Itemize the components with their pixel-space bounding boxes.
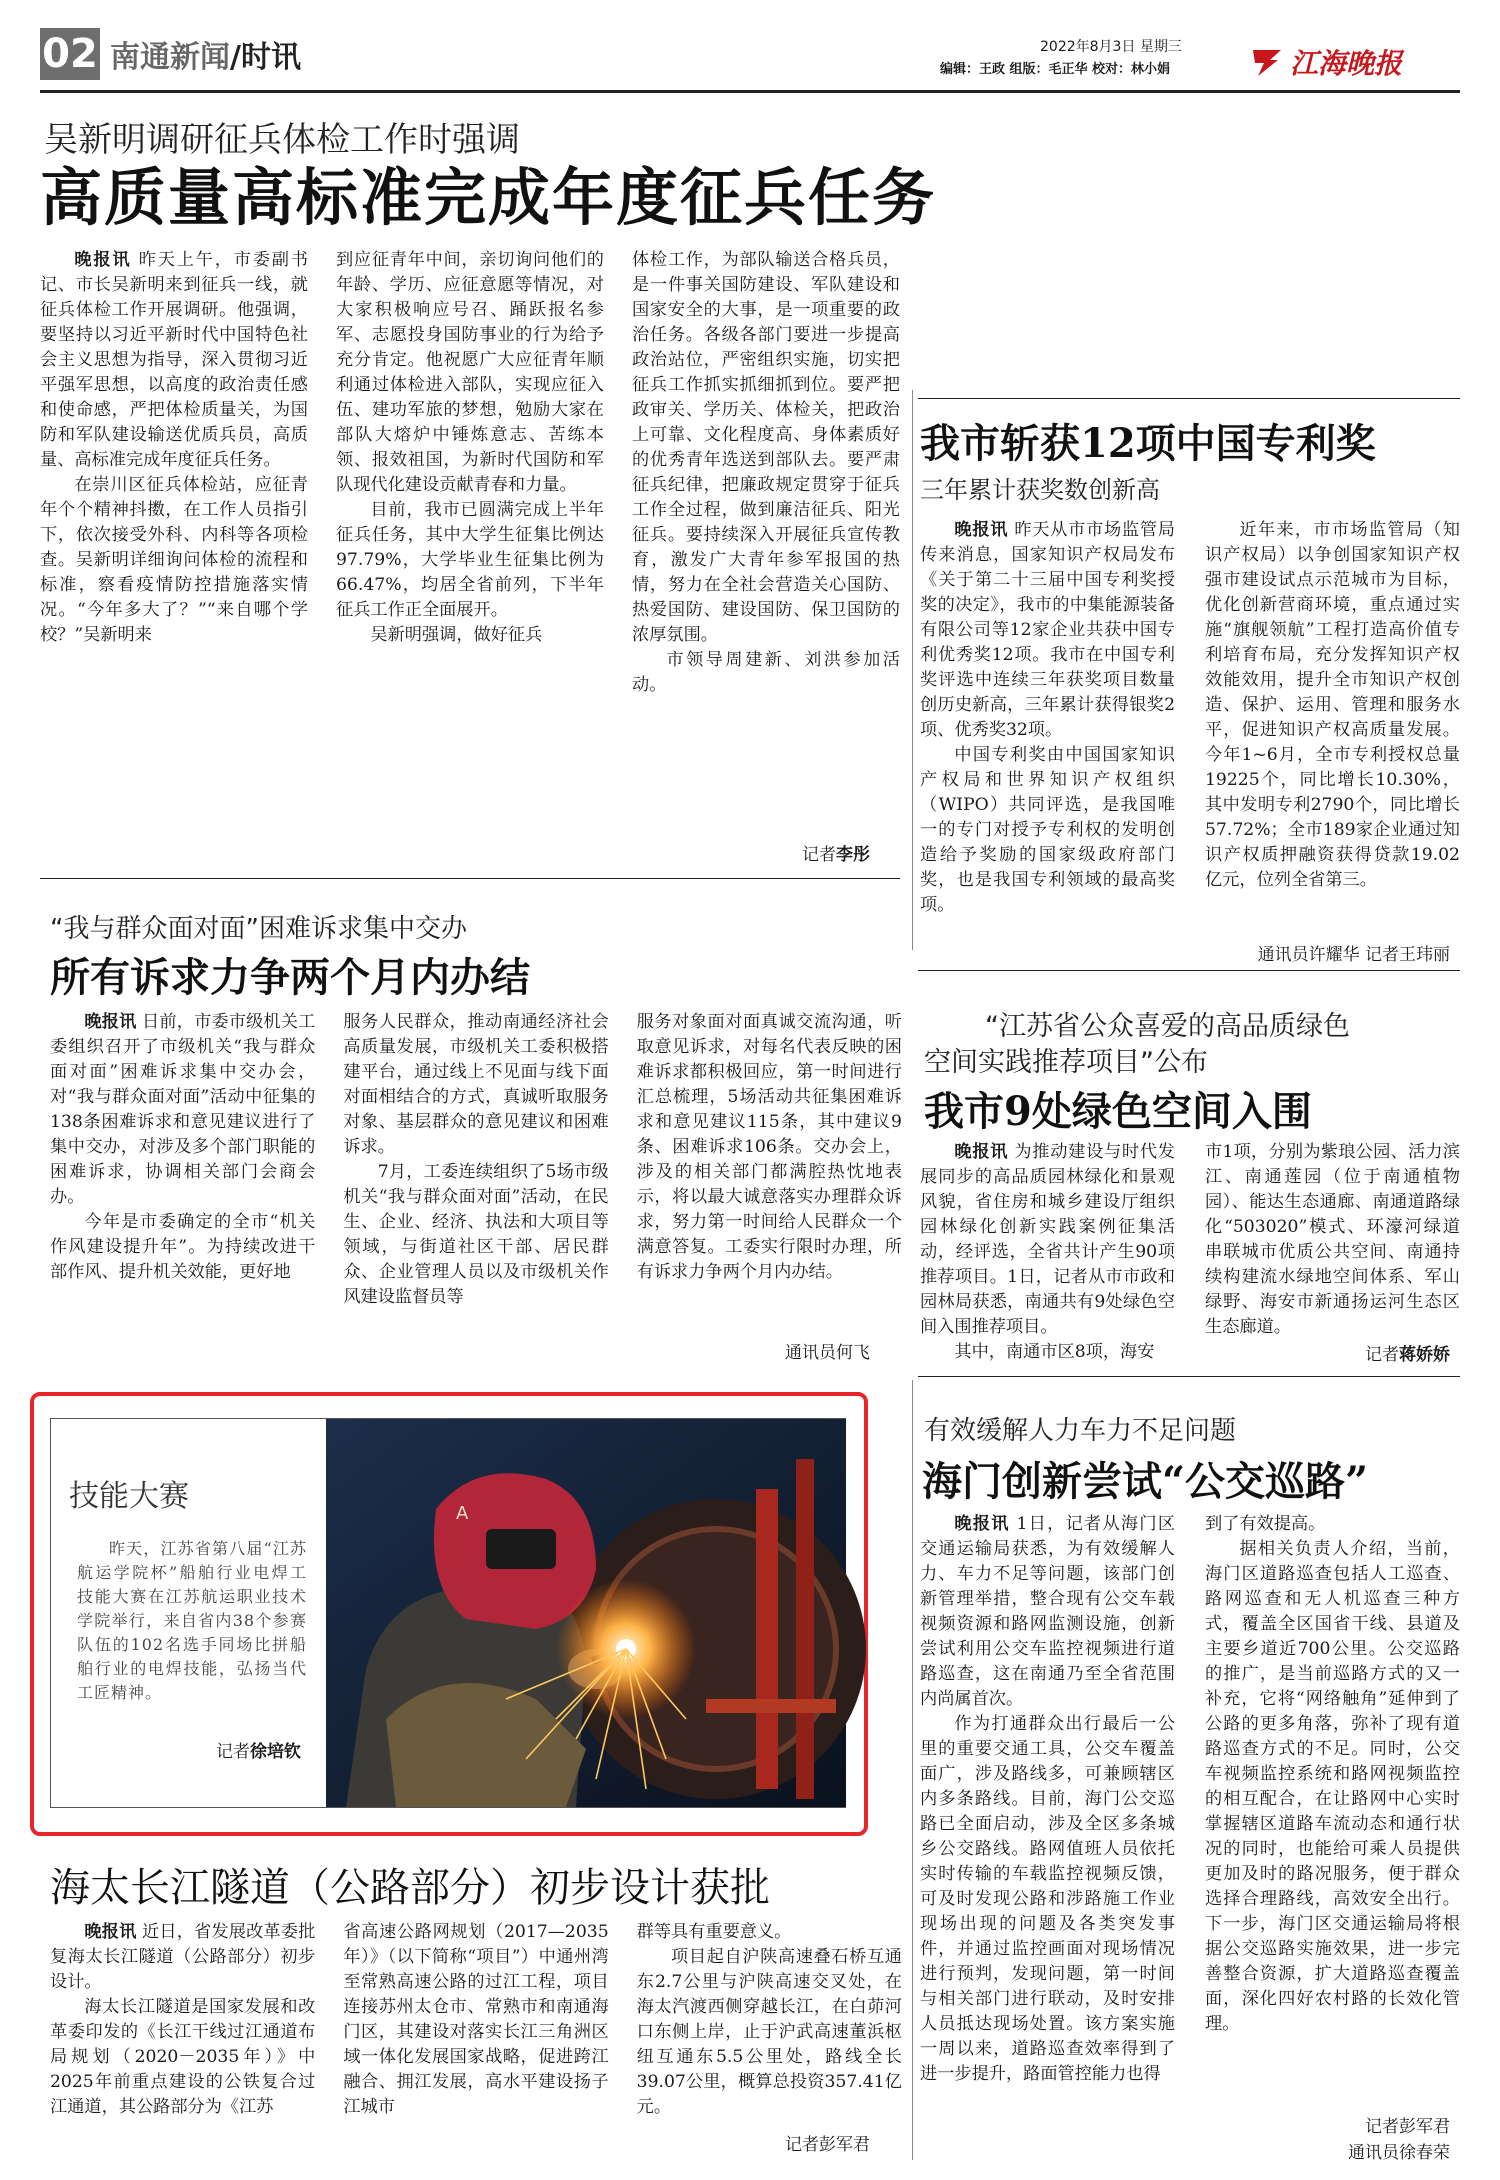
article6-col1 [50, 1920, 315, 2125]
article5-col1-text: 1日，记者从海门区交通运输局获悉，为有效缓解人力、车力不足等问题，该部门创新管理举措，整合现有公交车载视频资源和路网监测设施，创新尝试利用公交车监控视频进行道路巡查，这在南通乃至全省范围内尚属首次。 [920, 1514, 1176, 1709]
article1-lead: 晚报讯 [74, 250, 132, 270]
article4-col2-text: 市1项，分别为紫琅公园、活力滨江、南通莲园（位于南通植物园）、能达生态通廊、南通道路绿化“503020”模式、环濠河绿道串联城市优质公共空间、南通持续构建流水绿地空间体系、军山绿野、海安市新通扬运河生态区生态廊道。 [1205, 1142, 1460, 1337]
article3-col3-text: 服务对象面对面真诚交流沟通，听取意见诉求，对每名代表反映的困难诉求都积极回应，第一时间进行汇总梳理，5场活动共征集困难诉求和意见建议115条，其中建议9条、困难诉求106条。交办会上，涉及的相关部门都满腔热忱地表示，将以最大诚意落实办理群众诉求，努力第一时间给人民群众一个满意答复。工委实行限时办理，所有诉求力争两个月内办结。 [636, 1012, 902, 1282]
article4-col1 [920, 1140, 1175, 1365]
article2-byline: 通讯员许耀华 记者王玮丽 [1257, 945, 1450, 965]
article1-col3 [632, 248, 900, 866]
article1-byline [720, 840, 870, 865]
article3-col2-p2: 7月，工委连续组织了5场市级机关“我与群众面对面”活动，在民生、企业、经济、执法和大项目等领域，与街道社区干部、居民群众、企业管理人员以及市级机关作风建设监督员等 [343, 1162, 609, 1307]
article1-col3-p2: 市领导周建新、刘洪参加活动。 [632, 650, 900, 695]
article2-body [920, 518, 1460, 936]
article6-col2-text: 省高速公路网规划（2017—2035年）》（以下简称“项目”）中通州湾至常熟高速公路的过江工程，项目连接苏州太仓市、常熟市和南通海门区，其建设对落实长江三角洲区域一体化发展国家战略，促进跨江融合、拥江发展，高水平建设扬子江城市 [343, 1922, 609, 2117]
article1-col3-text: 体检工作，为部队输送合格兵员，是一件事关国防建设、军队建设和国家安全的大事，是一项重要的政治任务。各级各部门要进一步提高政治站位，严密组织实施，切实把征兵工作抓实抓细抓到位。要严把政审关、学历关、体检关，把政治上可靠、文化程度高、身体素质好的优秀青年选送到部队去。要严肃征兵纪律，把廉政规定贯穿于征兵工作全过程，做到廉洁征兵、阳光征兵。要持续深入开展征兵宣传教育，激发广大青年参军报国的热情，努力在全社会营造关心国防、热爱国防、建设国防、保卫国防的浓厚氛围。 [632, 250, 900, 645]
article5-kicker: 有效缓解人力车力不足问题 [924, 1416, 1237, 1446]
article2-col1 [920, 518, 1175, 936]
article2-col1-p2: 中国专利奖由中国国家知识产权局和世界知识产权组织（WIPO）共同评选，是我国唯一的专门对授予专利权的发明创造给予奖励的国家级政府部门奖，也是我国专利领域的最高奖项。 [920, 745, 1175, 915]
article6-byline: 记者彭军君 [785, 2135, 870, 2155]
article1-col2-p3: 吴新明强调，做好征兵 [370, 625, 543, 645]
photo-box [50, 1418, 846, 1808]
article5-byline2: 通讯员徐春荣 [1348, 2143, 1450, 2163]
article3-col3 [637, 1010, 902, 1335]
article2-col1-text: 昨天从市市场监管局传来消息，国家知识产权局发布《关于第二十三届中国专利奖授奖的决定》，我市的中集能源装备有限公司等12家企业共获中国专利优秀奖12项。我市在中国专利奖评选中连续三年获奖项目数量创历史新高，三年累计获得银奖2项、优秀奖32项。 [920, 520, 1175, 740]
byline-name: 蒋娇娇 [1399, 1345, 1450, 1365]
article1-col2 [336, 248, 604, 866]
article1-col1 [40, 248, 308, 866]
article1-kicker: 吴新明调研征兵体检工作时强调 [44, 120, 520, 160]
svg-text:A: A [456, 1503, 469, 1524]
page-number-box [40, 28, 100, 80]
article5-col1-p2: 作为打通群众出行最后一公里的重要交通工具，公交车覆盖面广，涉及路线多，可兼顾辖区内多条路线。目前，海门公交巡路已全面启动，涉及全区多条城乡公交路线。路网值班人员依托实时传输的车载监控视频反馈，可及时发现公路和涉路施工作业现场出现的问题及各类突发事件，并通过监控画面对现场情况进行预判，发现问题，第一时间与相关部门进行联动，及时安排人员抵达现场处置。该方案实施一周以来，道路巡查效率得到了进一步提升，路面管控能力也得 [920, 1714, 1175, 2084]
paper-logo [1250, 40, 1460, 84]
byline-name: 李彤 [836, 845, 870, 865]
article3-col1-text: 日前，市委市级机关工委组织召开了市级机关“我与群众面对面”困难诉求集中交办会，对“我与群众面对面”活动中征集的138条困难诉求和意见建议进行了集中交办，对涉及多个部门职能的困难诉求，协调相关部门会商会办。 [50, 1012, 316, 1207]
page-number: 02 [42, 31, 98, 77]
article1-col2-p2: 目前，我市已圆满完成上半年征兵任务，其中大学生征集比例达97.79%，大学毕业生征集比例为66.47%，均居全省前列，下半年征兵工作正全面展开。 [336, 500, 604, 620]
paper-name: 江海晚报 [1290, 47, 1403, 80]
article6-col1-text: 近日，省发展改革委批复海太长江隧道（公路部分）初步设计。 [50, 1922, 316, 1992]
article5-col2-p2: 据相关负责人介绍，当前，海门区道路巡查包括人工巡查、路网巡查和无人机巡查三种方式，覆盖全区国省干线、县道及主要乡道近700公里。公交巡路的推广，是当前巡路方式的又一补充，它将“网络触角”延伸到了公路的更多角落，弥补了现有道路巡查方式的不足。同时，公交车视频监控系统和路网视频监控的相互配合，在让路网中心实时掌握辖区道路车流动态和通行状况的同时，也能给可乘人员提供更加及时的路况服务，便于群众选择合理路线，高效安全出行。下一步，海门区交通运输局将根据公交巡路实施效果，进一步完善整合资源，扩大道路巡查覆盖面，深化四好农村路的长效化管理。 [1205, 1539, 1460, 2034]
photo-box-title: 技能大赛 [69, 1479, 189, 1514]
photo-box-text: 昨天，江苏省第八届“江苏航运学院杯”船舶行业电焊工技能大赛在江苏航运职业技术学院举行，来自省内38个参赛队伍的102名选手同场比拼船舶行业的电焊技能，弘扬当代工匠精神。 [77, 1539, 307, 1702]
article3-col2 [343, 1010, 608, 1335]
article1-col2-text: 到应征青年中间，亲切询问他们的年龄、学历、应征意愿等情况，对大家积极响应号召、踊跃报名参军、志愿投身国防事业的行为给予充分肯定。他祝愿广大应征青年顺利通过体检进入部队，实现应征入伍、建功军旅的梦想，勉励大家在部队大熔炉中锤炼意志、苦练本领、报效祖国，为新时代国防和军队现代化建设贡献青春和力量。 [336, 250, 604, 495]
article6-col1-p2: 海太长江隧道是国家发展和改革委印发的《长江干线过江通道布局规划（2020－2035年）》中2025年前重点建设的公铁复合过江通道，其公路部分为《江苏 [50, 1997, 316, 2117]
divider-a2-top [918, 398, 1460, 399]
date-line: 2022年8月3日 星期三 [1040, 39, 1182, 55]
article2-col2-text: 近年来，市市场监管局（知识产权局）以争创国家知识产权强市建设试点示范城市为目标，优化创新营商环境，重点通过实施“旗舰领航”工程打造高价值专利培育布局，充分发挥知识产权效能效用，提升全市知识产权创造、保护、运用、管理和服务水平，促进知识产权高质量发展。今年1~6月，全市专利授权总量19225个，同比增长10.30%，其中发明专利2790个，同比增长57.72%；全市189家企业通过知识产权质押融资获得贷款19.02亿元，位列全省第三。 [1205, 520, 1460, 890]
article5-byline1: 记者彭军君 [1365, 2117, 1450, 2137]
article5-body [920, 1512, 1460, 2112]
article1-col1-p2: 在崇川区征兵体检站，应征青年个个精神抖擞，在工作人员指引下，依次接受外科、内科等各项检查。吴新明详细询问体检的流程和标准，察看疫情防控措施落实情况。“今年多大了？”“来自哪个学校？”吴新明来 [40, 475, 308, 645]
byline-name: 徐培钦 [250, 1742, 301, 1762]
article6-col3-text: 群等具有重要意义。 [636, 1922, 792, 1942]
divider-a1-bottom [40, 878, 900, 879]
article2-headline: 我市斩获12项中国专利奖 [920, 420, 1376, 467]
article6-col2 [343, 1920, 608, 2125]
section-sub: /时讯 [230, 40, 301, 75]
article4-lead: 晚报讯 [954, 1142, 1009, 1162]
article5-col1 [920, 1512, 1175, 2112]
article5-col2 [1205, 1512, 1460, 2112]
article4-col1-text: 为推动建设与时代发展同步的高品质园林绿化和景观风貌，省住房和城乡建设厅组织园林绿化创新实践案例征集活动，经评选，全省共计产生90项推荐项目。1日，记者从市市政和园林局获悉，南通共有9处绿色空间入围推荐项目。 [920, 1142, 1175, 1337]
article3-kicker: “我与群众面对面”困难诉求集中交办 [50, 914, 467, 944]
divider-a4-bottom [918, 1376, 1460, 1377]
photo-box-byline [151, 1737, 301, 1762]
section-title [110, 32, 301, 76]
article5-headline: 海门创新尝试“公交巡路” [922, 1458, 1369, 1505]
article6-col3-p2: 项目起自沪陕高速叠石桥互通东2.7公里与沪陕高速交叉处，在海太汽渡西侧穿越长江，在白茆河口东侧上岸，止于沪武高速董浜枢纽互通东5.5公里处，路线全长39.07公里，概算总投资357.41亿元。 [636, 1947, 902, 2117]
divider-vertical-bottom [912, 1380, 913, 2160]
article1-headline: 高质量高标准完成年度征兵任务 [40, 161, 937, 234]
paper-logo-mark-icon [1250, 44, 1284, 78]
article3-byline: 通讯员何飞 [785, 1343, 870, 1363]
article3-headline: 所有诉求力争两个月内办结 [50, 955, 530, 1001]
article4-headline: 我市9处绿色空间入围 [924, 1088, 1312, 1135]
masthead-rule [40, 90, 1460, 93]
article4-kicker-line1: “江苏省公众喜爱的高品质绿色 [985, 1011, 1350, 1042]
article2-lead: 晚报讯 [954, 520, 1009, 540]
article6-lead: 晚报讯 [84, 1922, 137, 1942]
welder-photo [326, 1419, 846, 1807]
article5-col2-text: 到了有效提高。 [1205, 1514, 1326, 1534]
article4-col1-p2: 其中，南通市区8项，海安 [954, 1342, 1155, 1362]
article3-col2-text: 服务人民群众，推动南通经济社会高质量发展，市级机关工委积极搭建平台，通过线上不见面与线下面对面相结合的方式，真诚听取服务对象、基层群众的意见建议和困难诉求。 [343, 1012, 609, 1157]
article5-lead: 晚报讯 [954, 1514, 1010, 1534]
editors-line: 编辑：王政 组版：毛正华 校对：林小娟 [940, 62, 1171, 77]
article4-byline [1300, 1340, 1450, 1365]
article2-subhead: 三年累计获奖数创新高 [920, 476, 1160, 504]
divider-a2-bottom [918, 970, 1460, 971]
article3-lead: 晚报讯 [84, 1012, 137, 1032]
article3-col1 [50, 1010, 315, 1335]
article6-col3 [637, 1920, 902, 2125]
article6-headline: 海太长江隧道（公路部分）初步设计获批 [50, 1865, 770, 1911]
article1-body [40, 248, 900, 866]
article6-body [50, 1920, 902, 2125]
byline-label: 记者 [216, 1742, 250, 1762]
byline-label: 记者 [802, 845, 836, 865]
article4-col2 [1205, 1140, 1460, 1365]
article2-col2 [1205, 518, 1460, 936]
article3-col1-p2: 今年是市委确定的全市“机关作风建设提升年”。为持续改进干部作风、提升机关效能，更好地 [50, 1212, 316, 1282]
article1-col1-text: 昨天上午，市委副书记、市长吴新明来到征兵一线，就征兵体检工作开展调研。他强调，要坚持以习近平新时代中国特色社会主义思想为指导，深入贯彻习近平强军思想，以高度的政治责任感和使命感，严把体检质量关，为国防和军队建设输送优质兵员，高质量、高标准完成年度征兵任务。 [40, 250, 308, 470]
section-name: 南通新闻 [110, 40, 230, 75]
byline-label: 记者 [1365, 1345, 1399, 1365]
article4-kicker-line2: 空间实践推荐项目”公布 [924, 1047, 1208, 1078]
article3-body [50, 1010, 902, 1335]
divider-vertical-top [912, 390, 913, 950]
welder-photo-image-icon [326, 1419, 846, 1807]
